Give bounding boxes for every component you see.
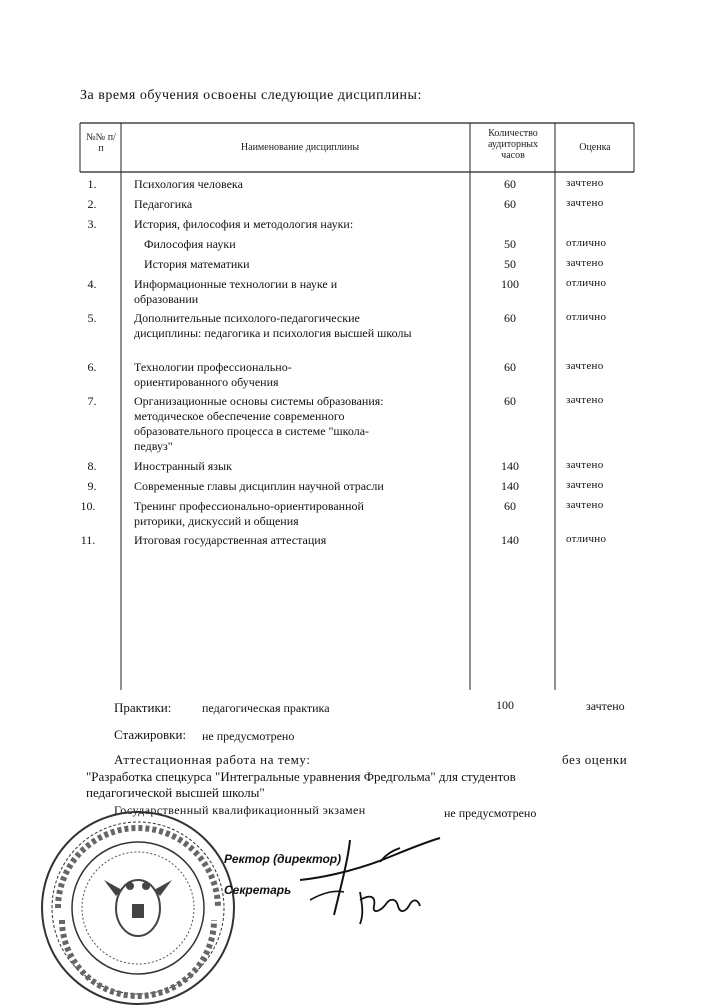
row-grade: зачтено: [566, 499, 604, 511]
row-num: 10.: [80, 499, 96, 513]
rector-signature-label: Ректор (директор): [224, 852, 342, 866]
row-num: 3.: [87, 217, 97, 231]
row-name: История, философия и методология науки:: [134, 217, 354, 231]
row-hours: 60: [504, 177, 516, 191]
practices-hours: 100: [496, 698, 514, 712]
attestation-grade: без оценки: [562, 752, 628, 767]
row-hours: 60: [504, 499, 516, 513]
page-heading: За время обучения освоены следующие дисциплины:: [80, 88, 422, 103]
header-hours: Количество аудиторных часов: [487, 128, 539, 161]
row-grade: отлично: [566, 311, 607, 323]
header-num: №№ п/п: [86, 132, 116, 154]
row-hours: 60: [504, 197, 516, 211]
row-hours: 50: [504, 237, 516, 251]
row-name: Организационные основы системы образования: методическое обеспечение современного образовательного процесса в системе "школа-педвуз": [134, 394, 384, 453]
row-num: 2.: [87, 197, 97, 211]
row-hours: 100: [501, 277, 519, 291]
exam-value: не предусмотрено: [444, 806, 537, 820]
row-hours: 140: [501, 479, 519, 493]
practices-grade: зачтено: [586, 699, 625, 713]
row-name: Психология человека: [134, 177, 243, 191]
row-hours: 50: [504, 257, 516, 271]
handwritten-signatures: [290, 820, 470, 930]
row-hours: 60: [504, 360, 516, 374]
row-grade: зачтено: [566, 360, 604, 372]
row-name: Дополнительные психолого-педагогические дисциплины: педагогика и психология высшей школы: [134, 311, 412, 340]
row-num: 11.: [80, 533, 96, 547]
header-grade: Оценка: [579, 142, 611, 153]
row-num: 6.: [87, 360, 97, 374]
secretary-signature-label: Секретарь: [224, 883, 292, 897]
row-name: Иностранный язык: [134, 459, 232, 473]
row-grade: зачтено: [566, 459, 604, 471]
row-grade: зачтено: [566, 257, 604, 269]
row-name: Тренинг профессионально-ориентированной риторики, дискуссий и общения: [134, 499, 364, 528]
row-num: 9.: [87, 479, 97, 493]
exam-label: Государственный квалификационный экзамен: [114, 803, 366, 817]
row-num: 4.: [87, 277, 97, 291]
row-num: 7.: [87, 394, 97, 408]
row-name: Педагогика: [134, 197, 193, 211]
row-name: История математики: [144, 257, 250, 271]
practices-label: Практики:: [114, 700, 172, 715]
row-name: Философия науки: [144, 237, 236, 251]
row-name: Технологии профессионально-ориентированного обучения: [134, 360, 292, 389]
row-hours: 140: [501, 533, 519, 547]
row-grade: зачтено: [566, 197, 604, 209]
attestation-label: Аттестационная работа на тему:: [114, 752, 311, 767]
row-num: 5.: [87, 311, 97, 325]
row-num: 8.: [87, 459, 97, 473]
row-hours: 60: [504, 394, 516, 408]
round-seal-stamp: [38, 808, 238, 1008]
row-hours: 60: [504, 311, 516, 325]
row-grade: зачтено: [566, 394, 604, 406]
internships-label: Стажировки:: [114, 727, 187, 742]
row-num: 1.: [87, 177, 97, 191]
row-grade: отлично: [566, 237, 607, 249]
attestation-topic-line1: "Разработка спецкурса "Интегральные уравнения Фредгольма" для студентов: [86, 769, 516, 784]
internships-value: не предусмотрено: [202, 729, 295, 743]
row-grade: отлично: [566, 277, 607, 289]
row-grade: зачтено: [566, 177, 604, 189]
header-name: Наименование дисциплины: [240, 142, 360, 153]
row-grade: зачтено: [566, 479, 604, 491]
practices-value: педагогическая практика: [202, 701, 330, 715]
row-hours: 140: [501, 459, 519, 473]
row-name: Информационные технологии в науке и образовании: [134, 277, 338, 306]
row-name: Современные главы дисциплин научной отрасли: [134, 479, 384, 493]
attestation-topic-line2: педагогической высшей школы": [86, 785, 265, 800]
row-name: Итоговая государственная аттестация: [134, 533, 327, 547]
row-grade: отлично: [566, 533, 607, 545]
